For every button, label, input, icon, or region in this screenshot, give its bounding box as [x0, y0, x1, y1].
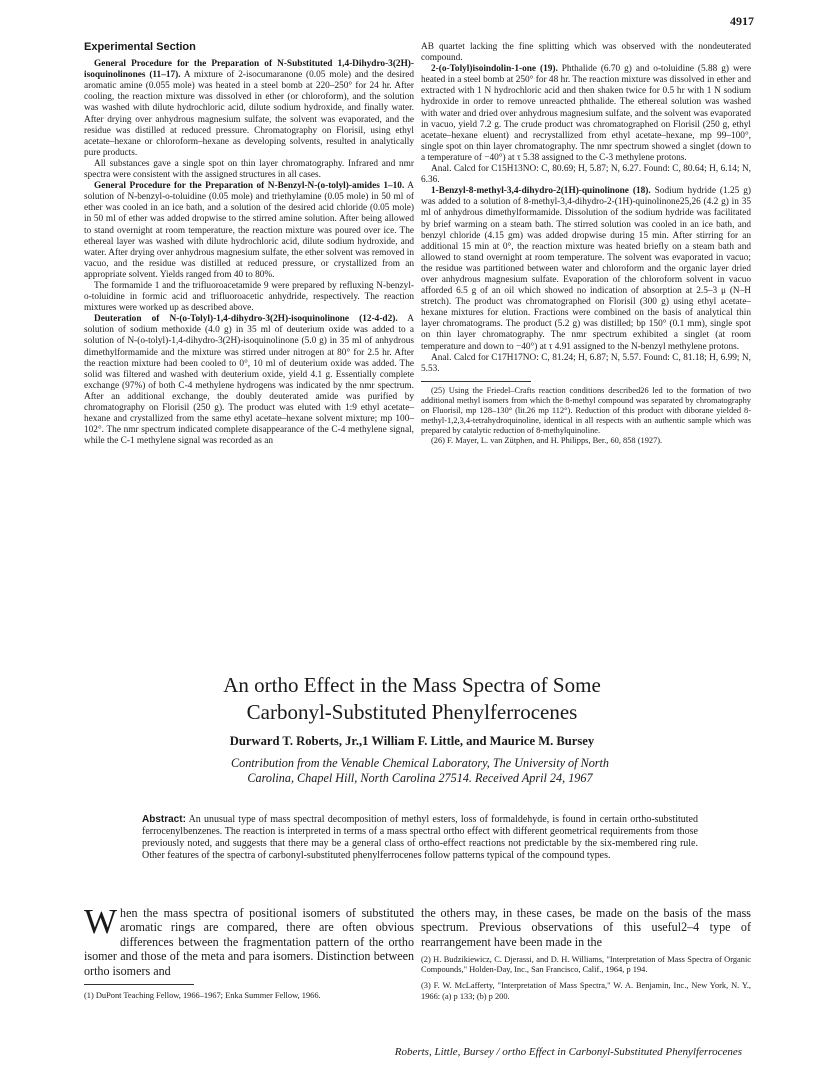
- title-line-1: An ortho Effect in the Mass Spectra of Some: [223, 673, 601, 697]
- section-heading: Experimental Section: [84, 41, 196, 53]
- paragraph: The formamide 1 and the trifluoroacetamide 9 were prepared by refluxing N-benzyl-o-toluidine in formic acid and trifluoroacetic anhydride, respectively. The reaction mixtures were worked up as described above.: [84, 280, 414, 314]
- running-footer: Roberts, Little, Bursey / ortho Effect in Carbonyl-Substituted Phenylferrocenes: [394, 1046, 742, 1058]
- affiliation: [180, 756, 660, 786]
- affiliation-line-2: Carolina, Chapel Hill, North Carolina 27514. Received April 24, 1967: [247, 771, 593, 785]
- authors: Durward T. Roberts, Jr.,1 William F. Little, and Maurice M. Bursey: [229, 734, 595, 748]
- footnote-1: (1) DuPont Teaching Fellow, 1966–1967; Enka Summer Fellow, 1966.: [84, 991, 321, 1001]
- paragraph-heading: Deuteration of N-(o-Tolyl)-1,4-dihydro-3(2H)-isoquinolinone (12-4-d2).: [94, 314, 398, 325]
- intro-column-left: [84, 902, 414, 1001]
- paragraph: [84, 59, 414, 159]
- experimental-column-left: [84, 42, 414, 447]
- footnote-2: (2) H. Budzikiewicz, C. Djerassi, and D. H. Williams, "Interpretation of Mass Spectra of Organic Compounds," Holden-Day, Inc., San Francisco, Calif., 1964, p 194.: [421, 955, 751, 975]
- experimental-column-right: [421, 42, 751, 446]
- paragraph-text: Phthalide (6.70 g) and o-toluidine (5.88 g) were heated in a steel bomb at 250° for 48 hr. The reaction mixture was dissolved in ether and extracted with 1 N hydrochloric acid and then shaken twice for 0.5 hr with 1 N sodium hydroxide in order to remove unreacted phthalide. The ethereal solution was washed with water and dried over anhydrous magnesium sulfate, and the solvent was evaporated in vacuo, yield 7.2 g. The crude product was chromatographed on Florisil (250 g, ethyl acetate–hexane eluent) and recrystallized from ethyl acetate–hexane, mp 99–100°, single spot on thin layer chromatography. The nmr spectrum showed a singlet (down to a temperature of −40°) at τ 5.38 assigned to the C-3 methylene protons.: [421, 64, 752, 163]
- intro-column-right: [421, 906, 751, 1002]
- footnote-rule: [421, 381, 531, 382]
- paragraph: [84, 314, 414, 447]
- footnote-26: (26) F. Mayer, L. van Zütphen, and H. Philipps, Ber., 60, 858 (1927).: [431, 436, 663, 446]
- intro-paragraph: [84, 902, 414, 978]
- paragraph-text: A solution of N-benzyl-o-toluidine (0.05 mole) and triethylamine (0.05 mole) in 50 ml of ether was cooled in an ice bath, and a solution of the desired acid chloride (0.05 mole) in 50 ml of ether was added dropwise to the stirred amine solution. After being allowed to stand overnight at room temperature, the reaction mixture was poured over ice. The ethereal layer was washed with dilute hydrochloric acid, dilute sodium hydroxide, and water. After drying over anhydrous magnesium sulfate, the ether solvent was removed in vacuo, and the residue was distilled at reduced pressure, or crystallized from an appropriate solvent. Yields ranged from 40 to 80%.: [84, 181, 415, 280]
- abstract-label: Abstract:: [142, 814, 186, 825]
- paragraph: All substances gave a single spot on thin layer chromatography. Infrared and nmr spectra were consistent with the assigned structures in all cases.: [84, 158, 414, 181]
- paragraph: AB quartet lacking the fine splitting which was observed with the nondeuterated compound.: [421, 42, 751, 64]
- intro-text: hen the mass spectra of positional isomers of substituted aromatic rings are compared, there are often obvious differences between the fragmentation pattern of the ortho isomer and those of the meta and para isomers. Distinction between ortho isomers and: [84, 906, 414, 978]
- analysis-line: Anal. Calcd for C17H17NO: C, 81.24; H, 6.87; N, 5.57. Found: C, 81.18; H, 6.99; N, 5.53.: [421, 352, 751, 374]
- analysis-line: Anal. Calcd for C15H13NO: C, 80.69; H, 5.87; N, 6.27. Found: C, 80.64; H, 6.14; N, 6.36.: [421, 164, 751, 186]
- paragraph-text: A mixture of 2-isocumaranone (0.05 mole) and the desired aromatic amine (0.055 mole) was heated in a steel bomb at 220–250° for 24 hr. After cooling, the reaction mixture was dissolved in ether (or chloroform), and the solution was washed with dilute hydrochloric acid, dilute sodium hydroxide, and finally water. After drying over anhydrous magnesium sulfate, the solvent was evaporated, and the residue was distilled at reduced pressure. Chromatography on Florisil, using ethyl acetate–hexane or chloroform–hexane as developing solvents, resulted in analytically pure products.: [84, 70, 415, 158]
- intro-text: the others may, in these cases, be made on the basis of the mass spectrum. Previous observations of this useful2–4 type of rearrangement have been made in the: [421, 906, 751, 949]
- paragraph-heading: General Procedure for the Preparation of N-Benzyl-N-(o-tolyl)-amides 1–10.: [94, 181, 405, 192]
- affiliation-line-1: Contribution from the Venable Chemical Laboratory, The University of North: [230, 756, 610, 770]
- footnote-25: (25) Using the Friedel–Crafts reaction conditions described26 led to the formation of two additional methyl isomers from which the 8-methyl compound was separated by chromatography on Fluorisil, mp 128–130° (lit.26 mp 112°). Reduction of this product with diborane yielded 8-methyl-1,2,3,4-tetrahydroquinoline, identical in all respects with an authentic sample which was prepared by catalytic reduction of 8-methylquinoline.: [421, 385, 751, 436]
- footnote-3: (3) F. W. McLafferty, "Interpretation of Mass Spectra," W. A. Benjamin, Inc., New York, N. Y., 1966: (a) p 133; (b) p 200.: [421, 981, 751, 1001]
- abstract-text: An unusual type of mass spectral decomposition of methyl esters, loss of formaldehyde, is found in certain ortho-substituted ferrocenylbenzenes. The reaction is interpreted in terms of a mass spectral ortho effect with different geometrical requirements from those previously noted, and suggests that there may be a general class of ortho-effect reactions not predictable by the six-membered ring rule. Other features of the spectra of carbonyl-substituted phenylferrocenes follow patterns typical of the compound types.: [142, 814, 698, 862]
- drop-cap: W: [84, 902, 118, 941]
- footnote-rule: [84, 984, 194, 985]
- title-line-2: Carbonyl-Substituted Phenylferrocenes: [246, 700, 578, 724]
- paragraph: [84, 181, 414, 281]
- page-number: 4917: [730, 14, 754, 28]
- abstract: [142, 814, 698, 862]
- paragraph-heading: 2-(o-Tolyl)isoindolin-1-one (19).: [431, 64, 558, 75]
- paragraph-text: A solution of sodium methoxide (4.0 g) in 35 ml of deuterium oxide was added to a solution of N-(o-tolyl)-1,4-dihydro-3(2H)-isoquinolinone (5.0 g) in 35 ml of anhydrous dimethylformamide and the mixture was stirred under nitrogen at 80° for 2.5 hr. After the reaction mixture had been cooled to 0°, 10 ml of deuterium oxide was added. The solid was filtered and washed with deuterium oxide, yield 4.1 g. Essentially complete exchange (97%) of both C-4 methylene hydrogens was indicated by the nmr spectrum. After an additional exchange, the doubly deuterated amide was purified by chromatography on Florisil (250 g). The product was eluted with 1:9 ethyl acetate–hexane and crystallized from the same ethyl acetate–hexane solvent mixture; mp 100–102°. The nmr spectrum indicated complete disappearance of the C-4 methylene signal, while the C-1 methylene signal was recorded as an: [84, 314, 415, 447]
- article-title: [0, 672, 824, 726]
- paragraph: [421, 186, 751, 352]
- paragraph: [421, 64, 751, 164]
- paragraph-heading: 1-Benzyl-8-methyl-3,4-dihydro-2(1H)-quinolinone (18).: [431, 186, 651, 197]
- paragraph-heading: General Procedure for the Preparation of N-Substituted 1,4-Dihydro-3(2H)-isoquinolinones (11–17).: [84, 59, 414, 81]
- paragraph-text: Sodium hydride (1.25 g) was added to a solution of 8-methyl-3,4-dihydro-2-(1H)-quinolinone25,26 (4.2 g) in 35 ml of anhydrous dimethylformamide. Dissolution of the sodium hydride was facilitated by brief warming on a steam bath. The stirred solution was cooled in an ice bath, and benzyl chloride (4.15 gm) was added dropwise during 15 min. After stirring for an additional 15 min at 0°, the reaction mixture was heated briefly on a steam bath and allowed to stand overnight at room temperature. The solvent was evaporated in vacuo; the residue was partitioned between water and chloroform and the organic layer dried over anhydrous magnesium sulfate. Evaporation of the chloroform solvent in vacuo afforded 6.5 g of an oil which showed no indication of absorption at 2.5–3 μ (N–H stretch). The product was chromatographed on Florisil (300 g) using ethyl acetate–hexane mixtures for elution. Fractions were combined on the basis of analytical thin layer chromatograms. The product (5.2 g) was distilled; bp 150° (0.1 mm), single spot on thin layer chromatography. The nmr spectrum exhibited a singlet (at room temperature and down to −40°) at τ 4.91 assigned to the N-benzyl methylene protons.: [421, 186, 751, 352]
